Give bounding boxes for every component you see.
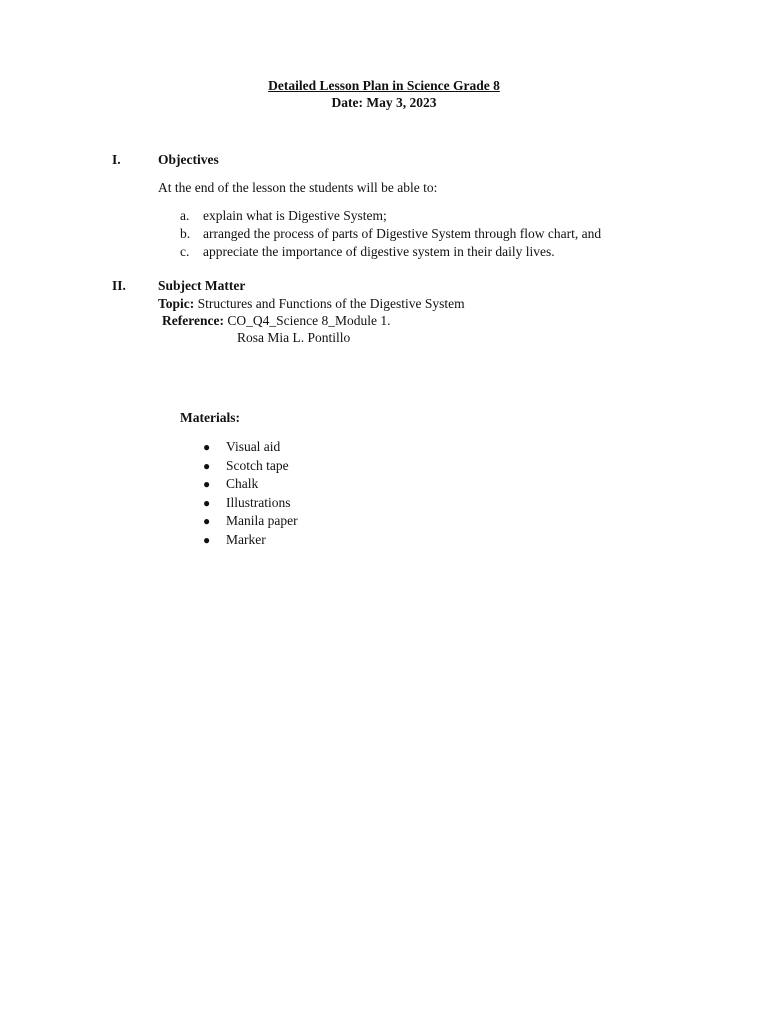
objective-text: explain what is Digestive System; — [203, 208, 387, 223]
reference-author: Rosa Mia L. Pontillo — [237, 330, 351, 345]
document-title-text: Detailed Lesson Plan in Science Grade 8 — [268, 78, 500, 93]
list-item — [203, 457, 298, 476]
reference-line — [162, 313, 390, 329]
materials-list — [203, 438, 298, 549]
list-item — [203, 512, 298, 531]
list-item — [180, 225, 601, 243]
section-numeral-objectives: I. — [112, 152, 121, 167]
objective-text: arranged the process of parts of Digestive System through flow chart, and — [203, 226, 602, 241]
objective-text: appreciate the importance of digestive system in their daily lives. — [203, 244, 555, 259]
list-item — [203, 494, 298, 513]
bullet-icon: ● — [203, 440, 211, 454]
material-item: Visual aid — [226, 439, 281, 454]
material-item: Manila paper — [226, 513, 298, 528]
list-item — [203, 475, 298, 494]
section-numeral-subject-matter: II. — [112, 278, 126, 293]
list-item — [180, 207, 601, 225]
document-date: Date: May 3, 2023 — [331, 95, 437, 110]
material-item: Marker — [226, 531, 266, 547]
material-item: Chalk — [226, 476, 259, 491]
list-item — [180, 243, 601, 261]
list-marker: c. — [180, 244, 190, 259]
material-item: Illustrations — [226, 494, 291, 510]
topic-line — [158, 296, 465, 312]
objectives-list — [180, 207, 601, 261]
list-marker: a. — [180, 208, 190, 223]
topic-label: Topic: — [158, 296, 195, 311]
list-item — [203, 531, 298, 550]
bullet-icon: ● — [203, 514, 211, 528]
material-item: Scotch tape — [226, 457, 289, 473]
reference-label: Reference: — [162, 313, 224, 328]
subject-matter-heading: Subject Matter — [158, 278, 246, 293]
objectives-heading: Objectives — [158, 152, 219, 167]
bullet-icon: ● — [203, 477, 211, 491]
bullet-icon: ● — [203, 495, 211, 510]
document-title — [0, 78, 768, 94]
list-marker: b. — [180, 226, 191, 241]
bullet-icon: ● — [203, 532, 211, 547]
list-item — [203, 438, 298, 457]
topic-value: Structures and Functions of the Digestive System — [197, 296, 465, 311]
materials-heading: Materials: — [180, 410, 240, 425]
bullet-icon: ● — [203, 458, 211, 473]
objectives-intro: At the end of the lesson the students will be able to: — [158, 180, 438, 195]
reference-value: CO_Q4_Science 8_Module 1. — [227, 313, 391, 328]
